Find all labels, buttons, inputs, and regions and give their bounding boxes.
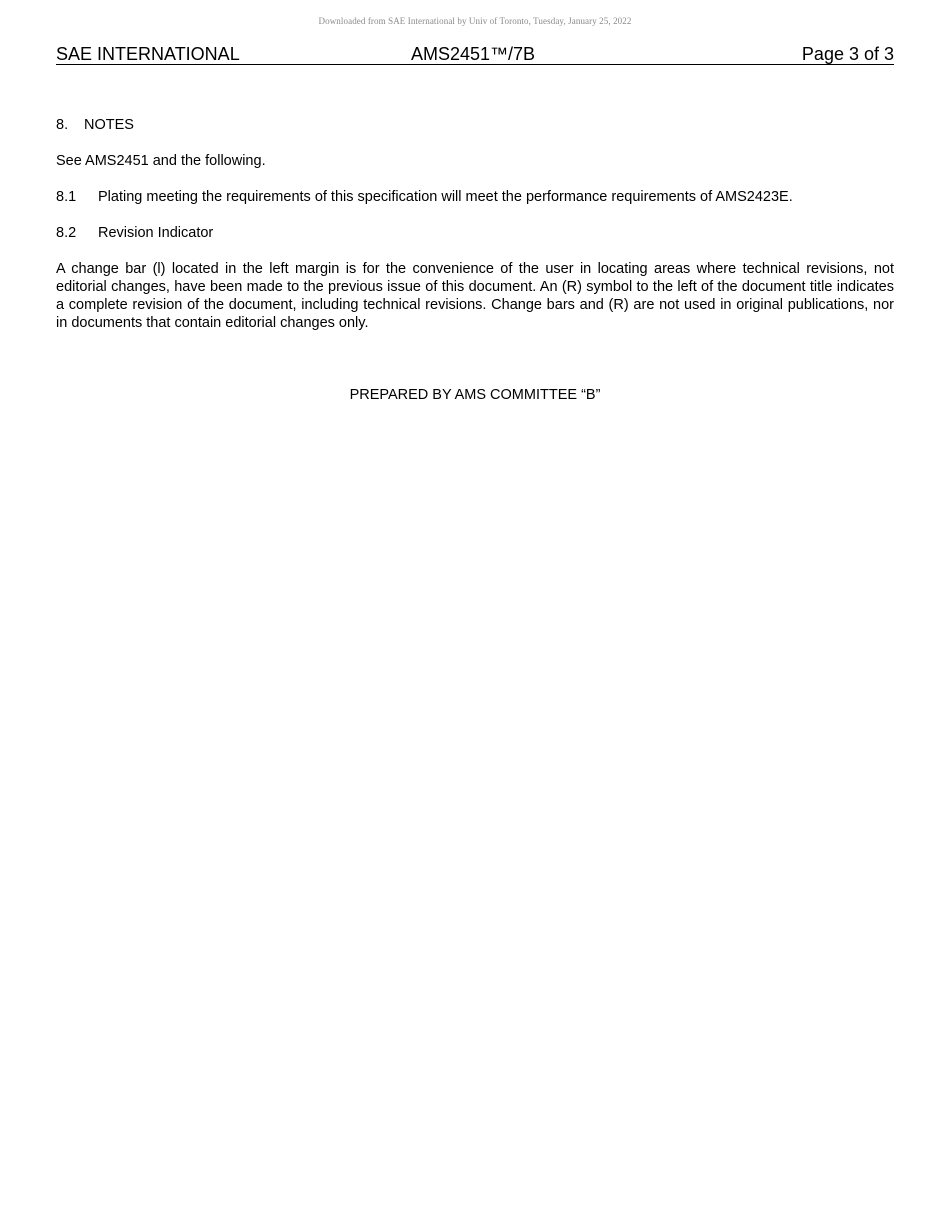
header-page-number: Page 3 of 3 [801, 44, 894, 64]
download-watermark: Downloaded from SAE International by Univ of Toronto, Tuesday, January 25, 2022 [318, 16, 632, 26]
section-8-2-heading [56, 224, 894, 242]
section-8-1-text: Plating meeting the requirements of this specification will meet the performance requirements of AMS2423E. [98, 189, 793, 205]
section-8-number: 8. [56, 117, 69, 133]
section-8-1 [56, 188, 894, 206]
section-8-title: NOTES [84, 117, 134, 133]
prepared-by-statement: PREPARED BY AMS COMMITTEE “B” [349, 387, 601, 403]
page-header [56, 44, 894, 65]
section-8-2-title: Revision Indicator [98, 225, 214, 241]
header-organization: SAE INTERNATIONAL [56, 44, 240, 64]
header-document-number: AMS2451™/7B [411, 44, 536, 64]
section-8-heading [56, 116, 894, 134]
section-8-1-number: 8.1 [56, 189, 77, 205]
revision-indicator-paragraph: A change bar (l) located in the left margin is for the convenience of the user in locating areas where technical revisions, not editorial changes, have been made to the previous issue of this document. An (R) symbol to the left of the document title indicates a complete revision of the document, including technical revisions. Change bars and (R) are not used in original publications, nor in documents that contain editorial changes only. [56, 261, 894, 331]
notes-intro: See AMS2451 and the following. [56, 153, 266, 169]
document-body [56, 116, 894, 422]
section-8-2-number: 8.2 [56, 225, 77, 241]
